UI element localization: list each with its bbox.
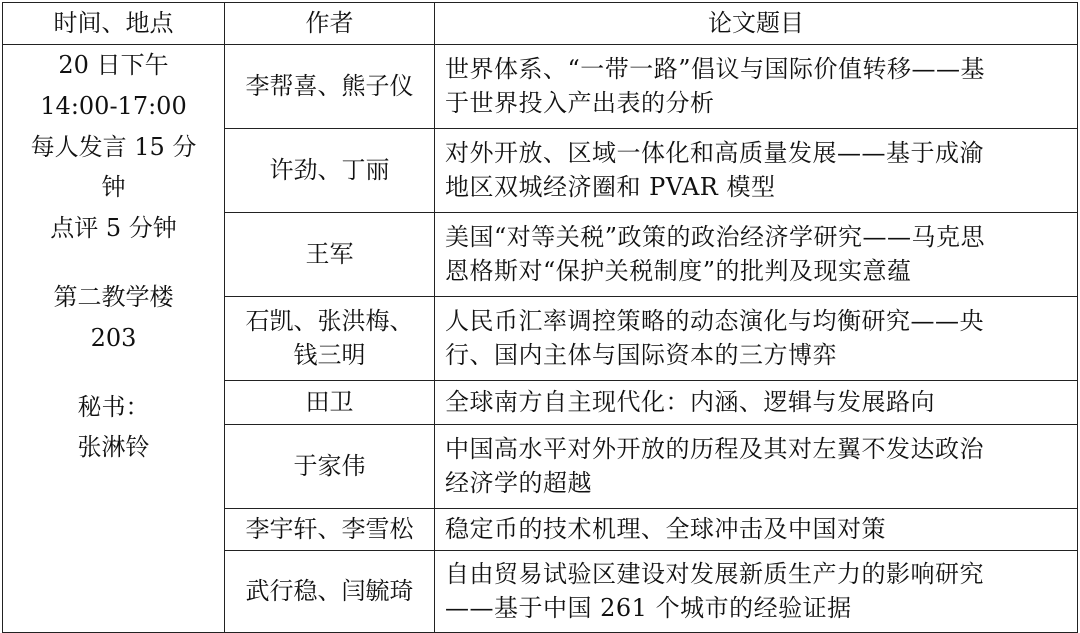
author-cell bbox=[225, 45, 435, 129]
paper-title-cell bbox=[435, 551, 1078, 633]
table-row bbox=[3, 45, 1078, 129]
author-name: 田卫 bbox=[305, 387, 354, 416]
spacer bbox=[13, 249, 214, 277]
paper-title-line: 行、国内主体与国际资本的三方博弈 bbox=[445, 340, 837, 369]
table-body bbox=[3, 45, 1078, 633]
author-cell bbox=[225, 551, 435, 633]
secretary-label: 秘书： bbox=[77, 392, 150, 421]
author-cell bbox=[225, 129, 435, 213]
author-cell bbox=[225, 381, 435, 425]
author-cell bbox=[225, 425, 435, 509]
paper-title-line: 自由贸易试验区建设对发展新质生产力的影响研究 bbox=[445, 559, 984, 588]
author-name: 李宇轩、李雪松 bbox=[245, 514, 414, 543]
author-cell bbox=[225, 213, 435, 297]
header-paper-title: 论文题目 bbox=[435, 3, 1078, 45]
paper-title-line: 美国“对等关税”政策的政治经济学研究——马克思 bbox=[445, 222, 986, 251]
session-room: 203 bbox=[90, 323, 137, 352]
paper-title-line: 稳定币的技术机理、全球冲击及中国对策 bbox=[445, 514, 886, 543]
author-cell bbox=[225, 509, 435, 551]
spacer bbox=[13, 359, 214, 387]
paper-title-line: 世界体系、“一带一路”倡议与国际价值转移——基 bbox=[445, 54, 986, 83]
author-name: 石凯、张洪梅、 bbox=[245, 306, 414, 335]
session-speaking-time: 每人发言 15 分 bbox=[30, 132, 197, 161]
paper-title-line: ——基于中国 261 个城市的经验证据 bbox=[445, 593, 852, 622]
session-comment-time: 点评 5 分钟 bbox=[50, 214, 177, 243]
paper-title-cell bbox=[435, 425, 1078, 509]
paper-title-line: 地区双城经济圈和 PVAR 模型 bbox=[445, 172, 776, 201]
paper-title-cell bbox=[435, 297, 1078, 381]
header-author: 作者 bbox=[225, 3, 435, 45]
paper-title-cell bbox=[435, 45, 1078, 129]
paper-title-cell bbox=[435, 129, 1078, 213]
paper-title-cell bbox=[435, 509, 1078, 551]
author-name: 王军 bbox=[305, 239, 354, 268]
author-name: 许劲、丁丽 bbox=[269, 155, 390, 184]
paper-title-line: 于世界投入产出表的分析 bbox=[445, 88, 715, 117]
session-time: 14:00-17:00 bbox=[40, 91, 187, 120]
author-name: 武行稳、闫毓琦 bbox=[245, 576, 414, 605]
paper-title-cell bbox=[435, 381, 1078, 425]
session-venue: 第二教学楼 bbox=[53, 282, 174, 311]
secretary-name: 张淋铃 bbox=[77, 433, 150, 462]
paper-title-line: 中国高水平对外开放的历程及其对左翼不发达政治 bbox=[445, 434, 984, 463]
author-name: 钱三明 bbox=[293, 340, 366, 369]
header-row bbox=[3, 3, 1078, 45]
author-cell bbox=[225, 297, 435, 381]
author-name: 于家伟 bbox=[293, 451, 366, 480]
paper-title-line: 恩格斯对“保护关税制度”的批判及现实意蕴 bbox=[445, 256, 912, 285]
paper-title-line: 全球南方自主现代化：内涵、逻辑与发展路向 bbox=[445, 387, 935, 416]
session-info-cell bbox=[3, 45, 225, 633]
paper-title-cell bbox=[435, 213, 1078, 297]
session-date: 20 日下午 bbox=[58, 51, 169, 79]
header-time-place: 时间、地点 bbox=[3, 3, 225, 45]
table-header bbox=[3, 3, 1078, 45]
paper-title-line: 对外开放、区域一体化和高质量发展——基于成渝 bbox=[445, 138, 984, 167]
session-speaking-time-cont: 钟 bbox=[101, 173, 126, 202]
paper-title-line: 经济学的超越 bbox=[445, 468, 592, 497]
paper-schedule-table bbox=[2, 2, 1078, 633]
author-name: 李帮喜、熊子仪 bbox=[245, 71, 414, 100]
paper-title-line: 人民币汇率调控策略的动态演化与均衡研究——央 bbox=[445, 306, 984, 335]
